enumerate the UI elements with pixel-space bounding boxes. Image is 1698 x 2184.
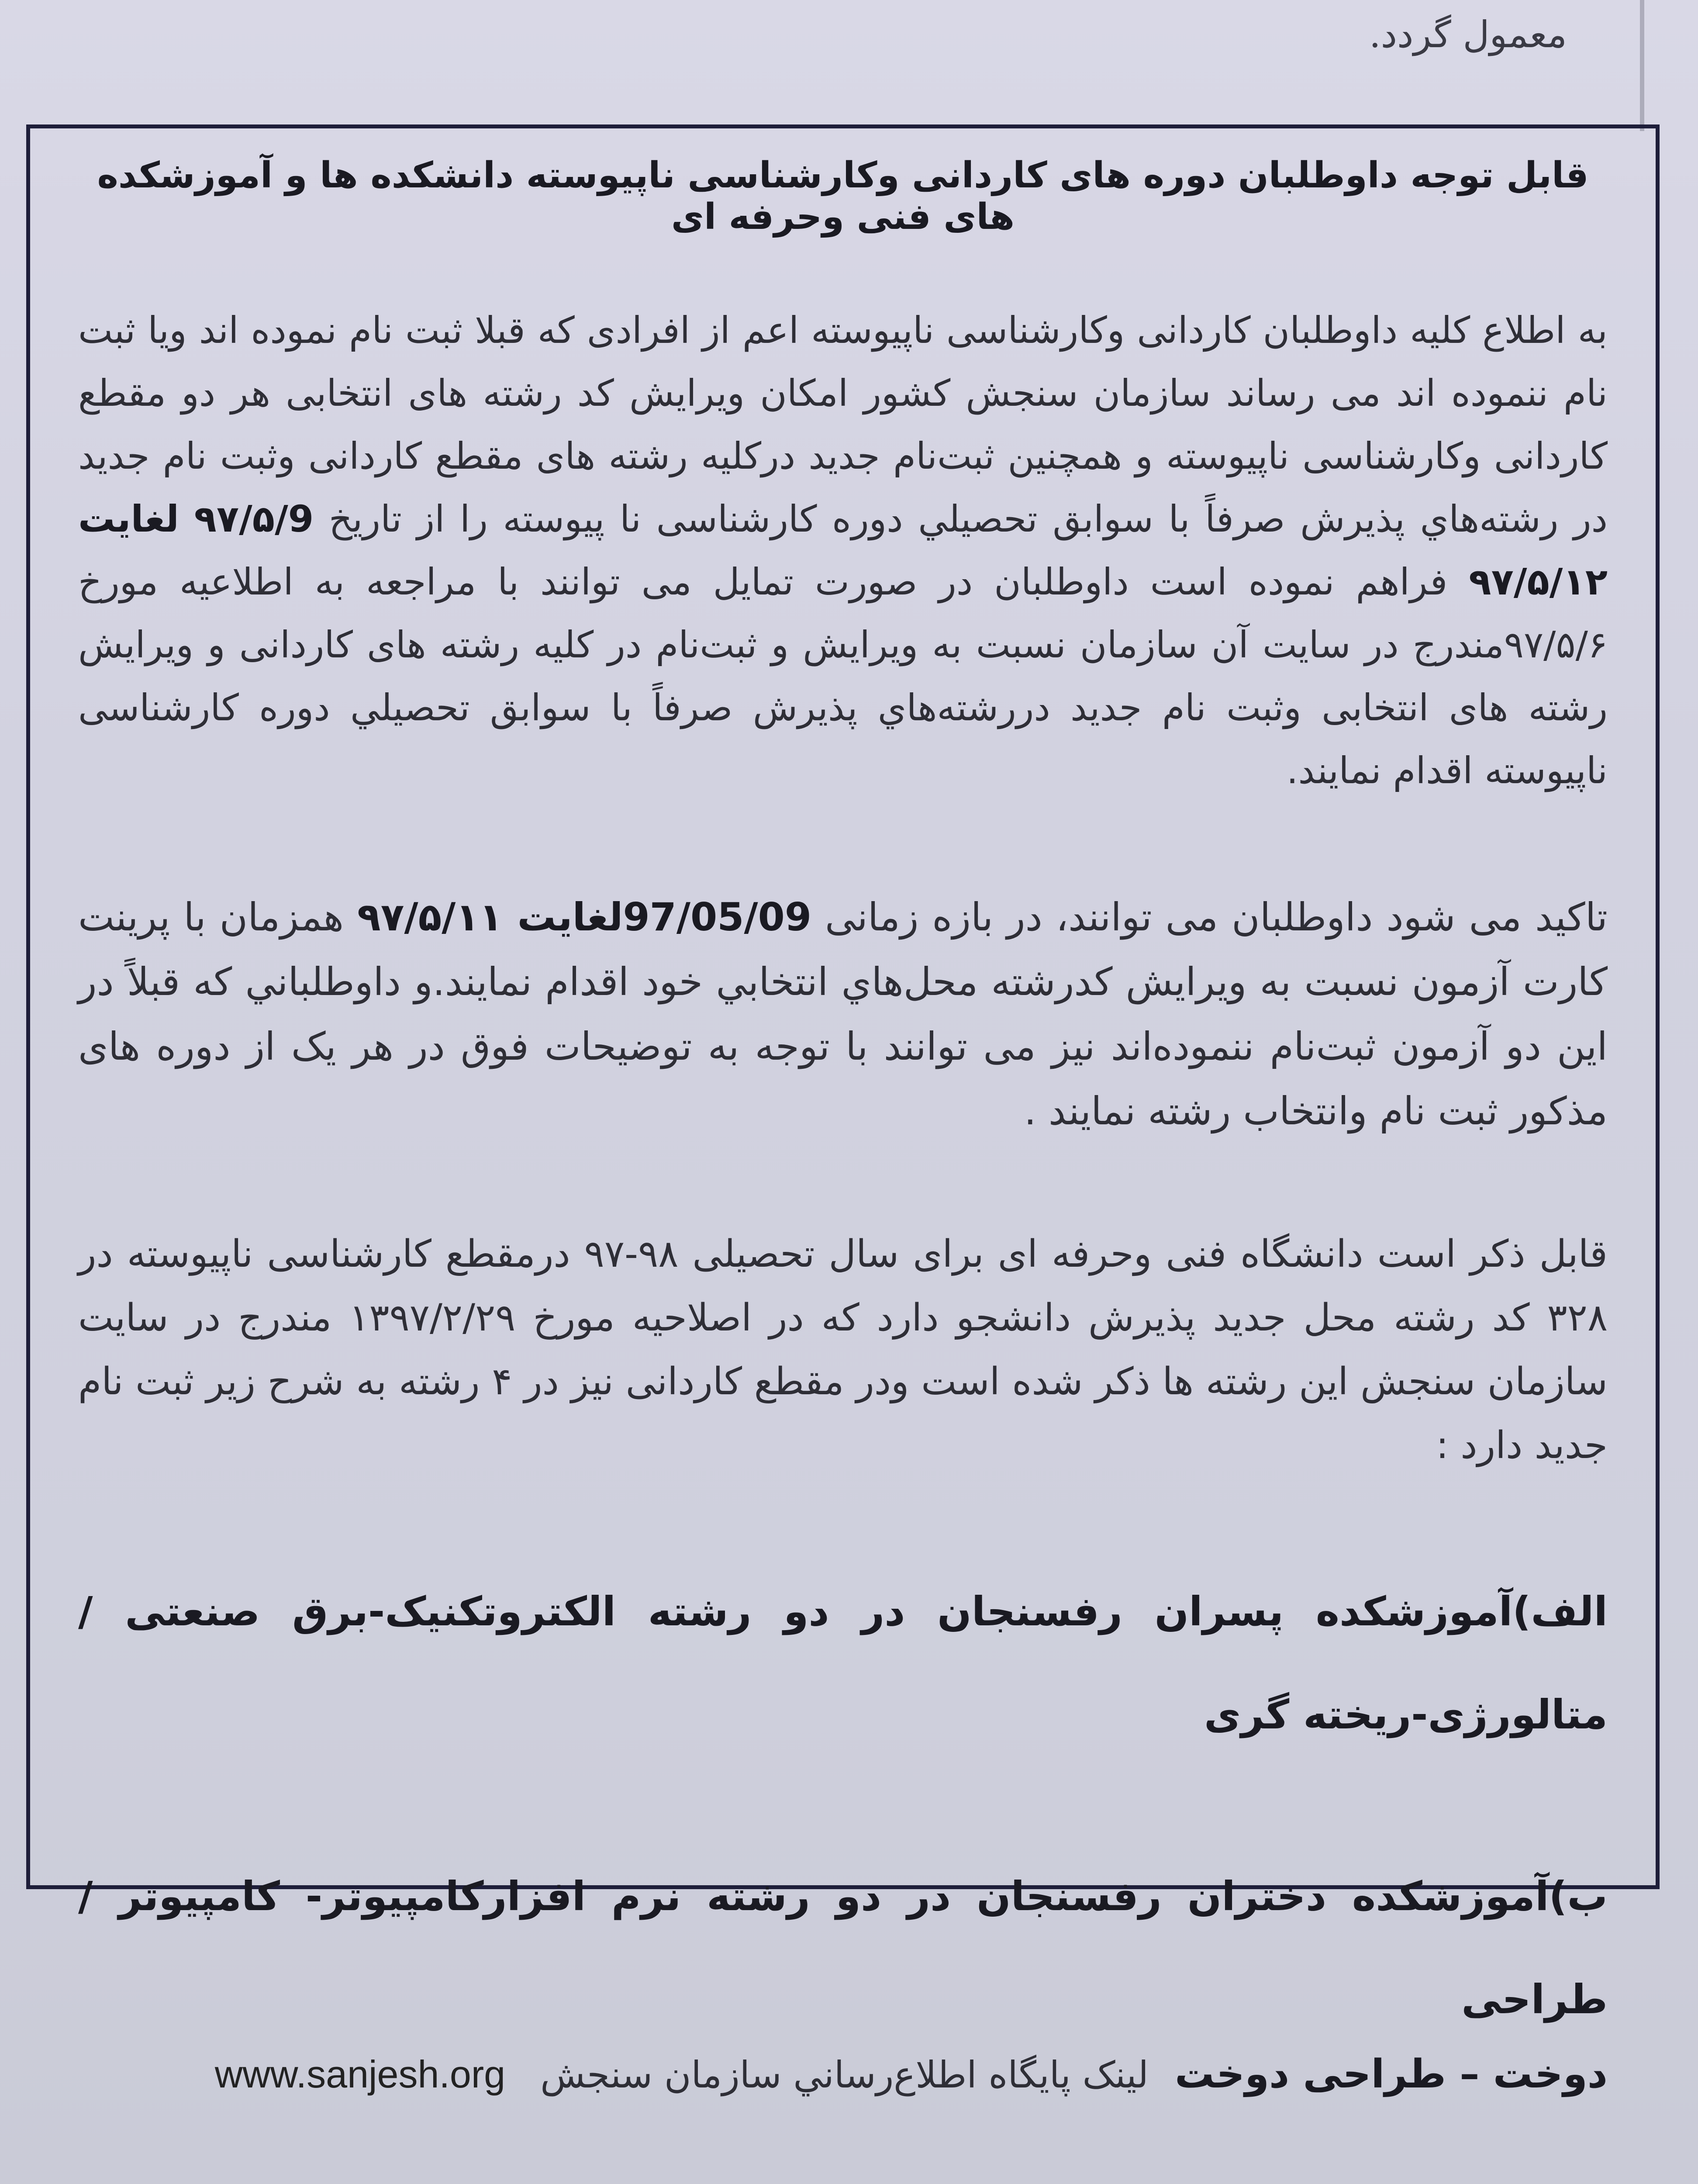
notice-title: قابل توجه داوطلبان دوره های کاردانی وکارشناسی ناپیوسته دانشکده ها و آموزشکده های فنی وحرفه ای (97, 155, 1589, 238)
website-url: www.sanjesh.org (214, 2053, 506, 2096)
paragraph-1-text-continued: فراهم نموده است داوطلبان در صورت تمایل می توانند با مراجعه به اطلاعیه مورخ ۹۷/۵/۶مندرج در سایت آن سازمان نسبت به ویرایش و ثبت‌نام در کلیه رشته های کاردانی و ویرایش رشته های انتخابی وثبت نام جدید دررشته‌هاي پذيرش صرفاً با سوابق تحصيلي دوره کارشناسی ناپیوسته اقدام نمایند. (78, 560, 1608, 792)
period-dates: 97/05/09لغایت ۹۷/۵/۱۱ (357, 895, 812, 940)
paragraph-update-period (78, 299, 1608, 802)
paragraph-2-text: تاکید می شود داوطلبان می توانند، در بازه زمانی (825, 895, 1608, 940)
previous-page-ending: معمول گردد. (1369, 13, 1567, 56)
list-item-b-end: دوخت – طراحی دوخت (1174, 2051, 1608, 2097)
start-date: ۹۷/۵/9 (194, 498, 314, 540)
link-caption: لینک پایگاه اطلاع‌رساني سازمان سنجش (540, 2053, 1149, 2096)
paper-edge (1640, 0, 1644, 131)
list-item-b: ب)آموزشکده دختران رفسنجان در دو رشته نرم افزارکامپیوتر- کامپیوتر / طراحی (78, 1873, 1608, 2023)
paragraph-2-text-continued: همزمان با پرینت کارت آزمون نسبت به ویرایش کدرشته محل‌هاي انتخابي خود اقدام نمایند.و داوطلباني که قبلاً در این دو آزمون ثبت‌نام ننموده‌اند نیز می توانند با توجه به توضیحات فوق در هر یک از دوره های مذکور ثبت نام وانتخاب رشته نمایند . (78, 895, 1608, 1133)
notice-box (26, 124, 1660, 2097)
list-item-a: الف)آموزشکده پسران رفسنجان در دو رشته الکتروتکنیک-برق صنعتی / متالورژی-ریخته گری (78, 1588, 1608, 1738)
end-date: لغایت ۹۷/۵/۱۲ (78, 498, 1608, 603)
paragraph-emphasis (78, 885, 1608, 1144)
paragraph-new-programs: قابل ذکر است دانشگاه فنی وحرفه ای برای سال تحصیلی ۹۸-۹۷ درمقطع کارشناسی ناپیوسته در ۳۲۸ کد رشته محل جدید پذیرش دانشجو دارد که در اصلاحیه مورخ ۱۳۹۷/۲/۲۹ مندرج در سایت سازمان سنجش این رشته ها ذکر شده است ودر مقطع کاردانی نیز در ۴ رشته به شرح زیر ثبت نام جدید دارد : (78, 1232, 1608, 1467)
link-row (78, 2051, 1608, 2097)
paragraph-1-text: به اطلاع کلیه داوطلبان کاردانی وکارشناسی ناپیوسته اعم از افرادی که قبلا ثبت نام نموده اند ویا ثبت نام ننموده اند می رساند سازمان سنجش کشور امکان ویرایش کد رشته های انتخابی هر دو مقطع کاردانی وکارشناسی ناپیوسته و همچنین ثبت‌نام جدید درکلیه رشته های مقطع کاردانی وثبت نام جدید در رشته‌هاي پذيرش صرفاً با سوابق تحصيلي دوره کارشناسی نا پیوسته را از تاریخ (78, 309, 1608, 540)
